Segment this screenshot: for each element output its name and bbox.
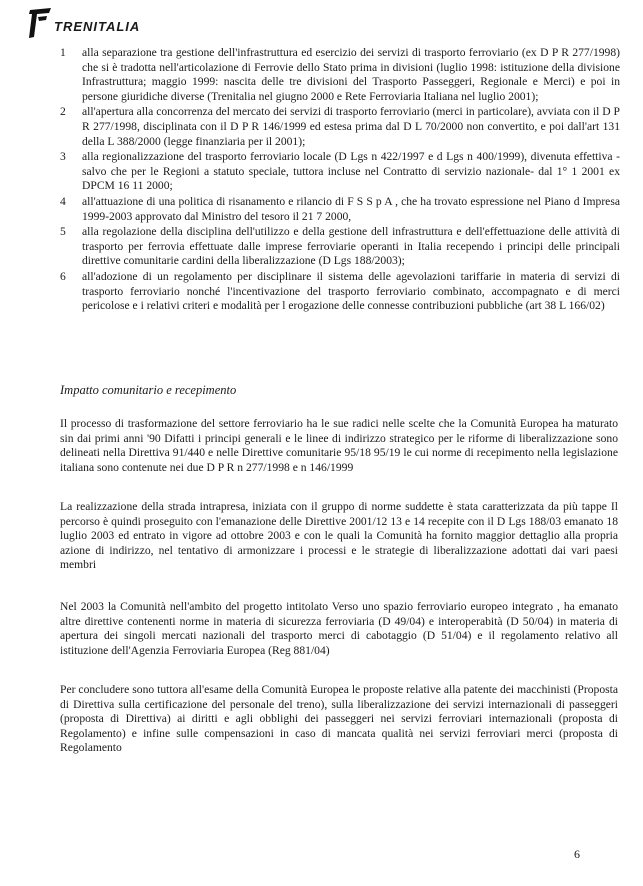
list-item-text: alla separazione tra gestione dell'infrastruttura ed esercizio dei servizi di trasporto ferroviario (ex D P R 277/1998) che si è tradotta nell'articolazione di Ferrovie dello Stato prima in divisioni (luglio 1998: istituzione della divisione Infrastruttura; maggio 1999: nascita delle tre divisioni del Trasporto Passeggeri, Regionale e Merci) e poi in persone giuridiche diverse (Trenitalia nel giugno 2000 e Rete Ferroviaria Italiana nel luglio 2001); <box>82 46 620 103</box>
paragraph: Per concludere sono tuttora all'esame della Comunità Europea le proposte relative alla patente dei macchinisti (Proposta di Direttiva sulla certificazione del personale del treno), sulla liberalizzazione dei servizi internazionali di passeggeri (proposta di Direttiva) ai diritti e agli obblighi dei passeggeri nei servizi ferroviari internazionali (proposta di Regolamento) e infine sulle compensazioni in caso di mancata qualità nei servizi ferroviari merci (proposta di Regolamento <box>60 683 618 755</box>
list-item <box>60 195 620 224</box>
paragraph: Nel 2003 la Comunità nell'ambito del progetto intitolato Verso uno spazio ferroviario europeo integrato , ha emanato altre direttive contenenti norme in materia di sicurezza ferroviaria (D 49/04) e interoperabità (D 50/04) in materia di apertura dei singoli mercati nazionali del trasporto merci di cabotaggio (D 51/04) e il regolamento relativo all istituzione dell'Agenzia Ferroviaria Europea (Reg 881/04) <box>60 600 618 657</box>
list-item <box>60 225 620 269</box>
trenitalia-logo <box>28 6 140 40</box>
list-item <box>60 46 620 104</box>
paragraph: Il processo di trasformazione del settore ferroviario ha le sue radici nelle scelte che la Comunità Europea ha maturato sin dai primi anni '90 Difatti i principi generali e le linee di indirizzo strategico per le riforme di liberalizzazione sono delineati nella Direttiva 91/440 e nelle Direttive comunitarie 95/18 95/19 le cui norme di recepimento nella legislazione italiana sono contenute nei due D P R n 277/1998 e n 146/1999 <box>60 417 618 474</box>
list-item-number: 5 <box>60 225 66 239</box>
list-item-number: 4 <box>60 194 66 208</box>
list-item-text: all'adozione di un regolamento per disciplinare il sistema delle agevolazioni tariffarie in materia di servizi di trasporto ferroviario nonché l'incentivazione del trasporto ferroviario combinato, accompagnato e di merci pericolose e i relativi criteri e modalità per l erogazione delle connesse contribuzioni pubbliche (art 38 L 166/02) <box>82 269 620 313</box>
paragraph: La realizzazione della strada intrapresa, iniziata con il gruppo di norme suddette è stata caratterizzata da più tappe Il percorso è quindi proseguito con l'emanazione delle Direttive 2001/12 13 e 14 recepite con il D Lgs 188/03 emanato 18 luglio 2003 ed entrato in vigore ad ottobre 2003 e con le quali la Comunità ha fornito maggior dettaglio alla propria azione di indirizzo, nel tentativo di armonizzare i processi e le strategie di liberalizzazione adottati dai vari paesi membri <box>60 500 618 572</box>
list-item-text: alla regolazione della disciplina dell'utilizzo e della gestione dell infrastruttura e dell'effettuazione delle attività di trasporto per ferrovia effettuate dalle imprese ferroviarie operanti in Italia recependo i principi delle principali direttive comunitarie cardini della liberalizzazione (D Lgs 188/2003); <box>82 225 620 268</box>
list-item <box>60 105 620 149</box>
trenitalia-logo-icon <box>28 7 52 39</box>
numbered-list <box>60 46 620 315</box>
list-item-text: all'apertura alla concorrenza del mercato dei servizi di trasporto ferroviario (merci in particolare), avviata con il D P R 277/1998, disciplinata con il D P R 146/1999 ed estesa prima dal D L 70/2000 non convertito, e poi dall'art 131 della L 388/2000 (legge finanziaria per il 2001); <box>82 105 620 148</box>
list-item-number: 2 <box>60 105 66 119</box>
list-item <box>60 270 620 314</box>
list-item-number: 3 <box>60 150 66 164</box>
page-number: 6 <box>574 847 580 861</box>
list-item-number: 6 <box>60 269 66 283</box>
section-heading: Impatto comunitario e recepimento <box>60 383 237 397</box>
list-item <box>60 150 620 194</box>
list-item-number: 1 <box>60 46 66 59</box>
list-item-text: all'attuazione di una politica di risanamento e rilancio di F S S p A , che ha trovato espressione nel Piano d Impresa 1999-2003 approvato dal Ministro del tesoro il 21 7 2000, <box>82 194 620 223</box>
logo-text: TRENITALIA <box>54 18 141 34</box>
list-item-text: alla regionalizzazione del trasporto ferroviario locale (D Lgs n 422/1997 e d Lgs n 400/1999), divenuta effettiva -salvo che per le Regioni a statuto speciale, tuttora incluse nel Contratto di servizio nazionale- dal 1° 1 2001 ex DPCM 16 11 2000; <box>82 150 620 193</box>
